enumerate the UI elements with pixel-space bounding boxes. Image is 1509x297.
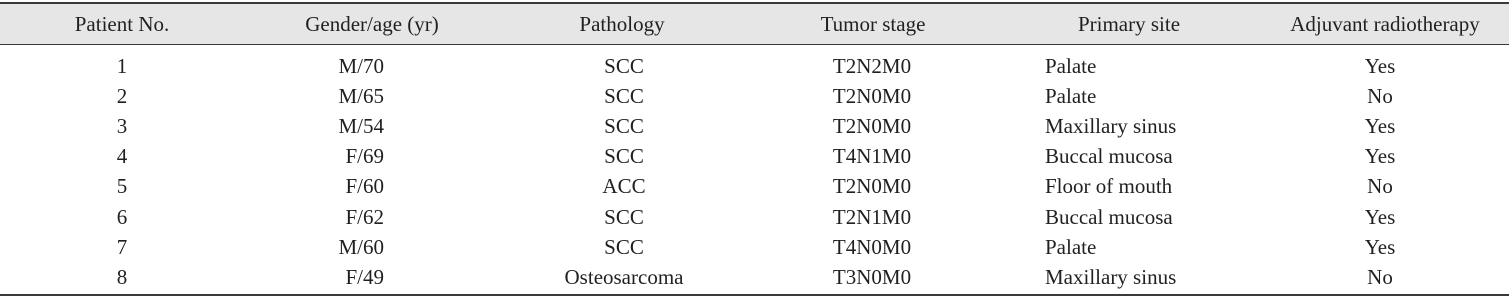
table-cell: Yes [1364, 205, 1396, 229]
table-cell: T4N1M0 [832, 144, 912, 168]
table-cell: SCC [604, 54, 644, 78]
table-cell: Palate [1045, 235, 1097, 259]
table-header-rule [0, 44, 1509, 45]
table-cell: Palate [1045, 84, 1097, 108]
table-cell: T3N0M0 [832, 265, 912, 289]
table-cell: M/54 [338, 114, 384, 138]
column-header: Tumor stage [820, 12, 926, 36]
table-cell: Yes [1364, 144, 1396, 168]
table-cell: T2N0M0 [832, 174, 912, 198]
table-bottom-rule [0, 294, 1509, 296]
table-cell: SCC [604, 114, 644, 138]
table-cell: Maxillary sinus [1045, 114, 1177, 138]
table-cell: F/49 [345, 265, 384, 289]
column-header: Gender/age (yr) [305, 12, 439, 36]
table-cell: 8 [116, 265, 128, 289]
table-cell: SCC [604, 235, 644, 259]
table-cell: Maxillary sinus [1045, 265, 1177, 289]
table-cell: Buccal mucosa [1045, 144, 1173, 168]
table-cell: T2N2M0 [832, 54, 912, 78]
table-cell: No [1367, 84, 1393, 108]
table-cell: Yes [1364, 235, 1396, 259]
table-cell: T2N0M0 [832, 84, 912, 108]
column-header: Pathology [579, 12, 665, 36]
table-cell: M/65 [338, 84, 384, 108]
table-cell: Buccal mucosa [1045, 205, 1173, 229]
table-cell: T2N0M0 [832, 114, 912, 138]
column-header: Primary site [1077, 12, 1181, 36]
table-cell: Osteosarcoma [564, 265, 684, 289]
table-cell: Palate [1045, 54, 1097, 78]
table-cell: F/69 [345, 144, 384, 168]
column-header: Adjuvant radiotherapy [1290, 12, 1480, 36]
table-cell: 5 [116, 174, 128, 198]
column-header: Patient No. [74, 12, 170, 36]
table-cell: Yes [1364, 114, 1396, 138]
table-cell: 4 [116, 144, 128, 168]
table-cell: F/60 [345, 174, 384, 198]
table-cell: 3 [116, 114, 128, 138]
table-cell: SCC [604, 144, 644, 168]
table-cell: F/62 [345, 205, 384, 229]
table-cell: M/60 [338, 235, 384, 259]
table-cell: 6 [116, 205, 128, 229]
table-cell: T2N1M0 [832, 205, 912, 229]
table-cell: 1 [116, 54, 128, 78]
table-cell: Floor of mouth [1045, 174, 1173, 198]
table-cell: 2 [116, 84, 128, 108]
table-cell: No [1367, 265, 1393, 289]
table-cell: SCC [604, 84, 644, 108]
table-cell: T4N0M0 [832, 235, 912, 259]
table-cell: 7 [116, 235, 128, 259]
table-cell: Yes [1364, 54, 1396, 78]
table-cell: M/70 [338, 54, 384, 78]
table-cell: No [1367, 174, 1393, 198]
table-cell: ACC [602, 174, 646, 198]
table-header-band [0, 4, 1509, 44]
table-cell: SCC [604, 205, 644, 229]
